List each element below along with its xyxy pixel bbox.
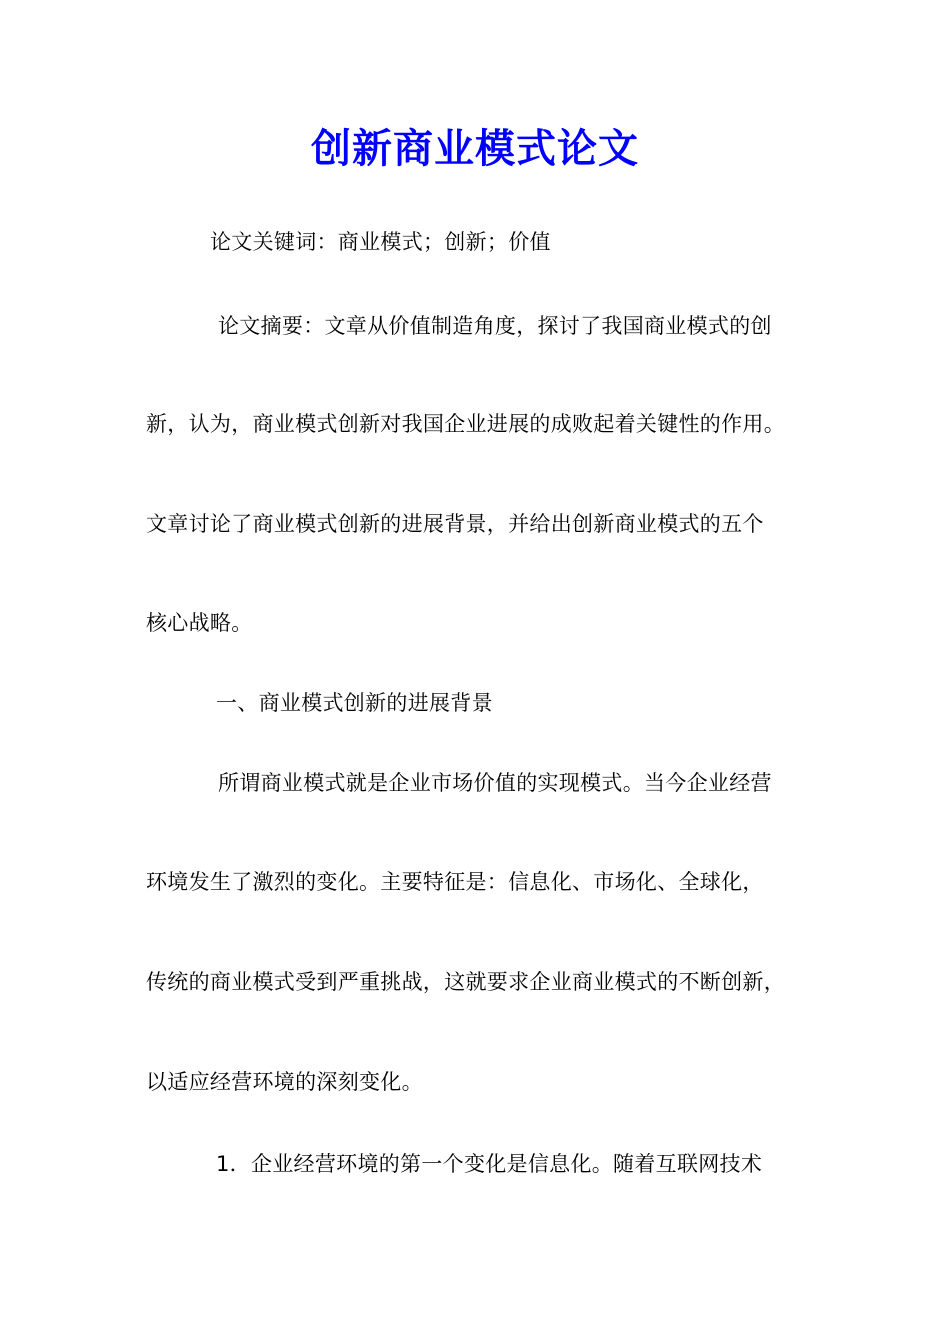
abstract-line-3: 文章讨论了商业模式创新的进展背景，并给出创新商业模式的五个	[146, 512, 764, 536]
numbered-item-line-1: 1．企业经营环境的第一个变化是信息化。随着互联网技术	[216, 1152, 763, 1176]
abstract-line-1: 论文摘要：文章从价值制造角度，探讨了我国商业模式的创	[218, 314, 772, 338]
keywords-line: 论文关键词：商业模式；创新；价值	[210, 230, 551, 254]
abstract-line-4: 核心战略。	[146, 611, 253, 635]
paragraph-line-3: 传统的商业模式受到严重挑战，这就要求企业商业模式的不断创新，	[146, 970, 785, 994]
abstract-line-2: 新，认为，商业模式创新对我国企业进展的成败起着关键性的作用。	[146, 412, 785, 436]
document-title: 创新商业模式论文	[311, 125, 639, 172]
paragraph-line-4: 以适应经营环境的深刻变化。	[146, 1070, 423, 1094]
paragraph-line-2: 环境发生了激烈的变化。主要特征是：信息化、市场化、全球化，	[146, 870, 764, 894]
section-heading: 一、商业模式创新的进展背景	[216, 691, 493, 715]
paragraph-line-1: 所谓商业模式就是企业市场价值的实现模式。当今企业经营	[218, 771, 772, 795]
